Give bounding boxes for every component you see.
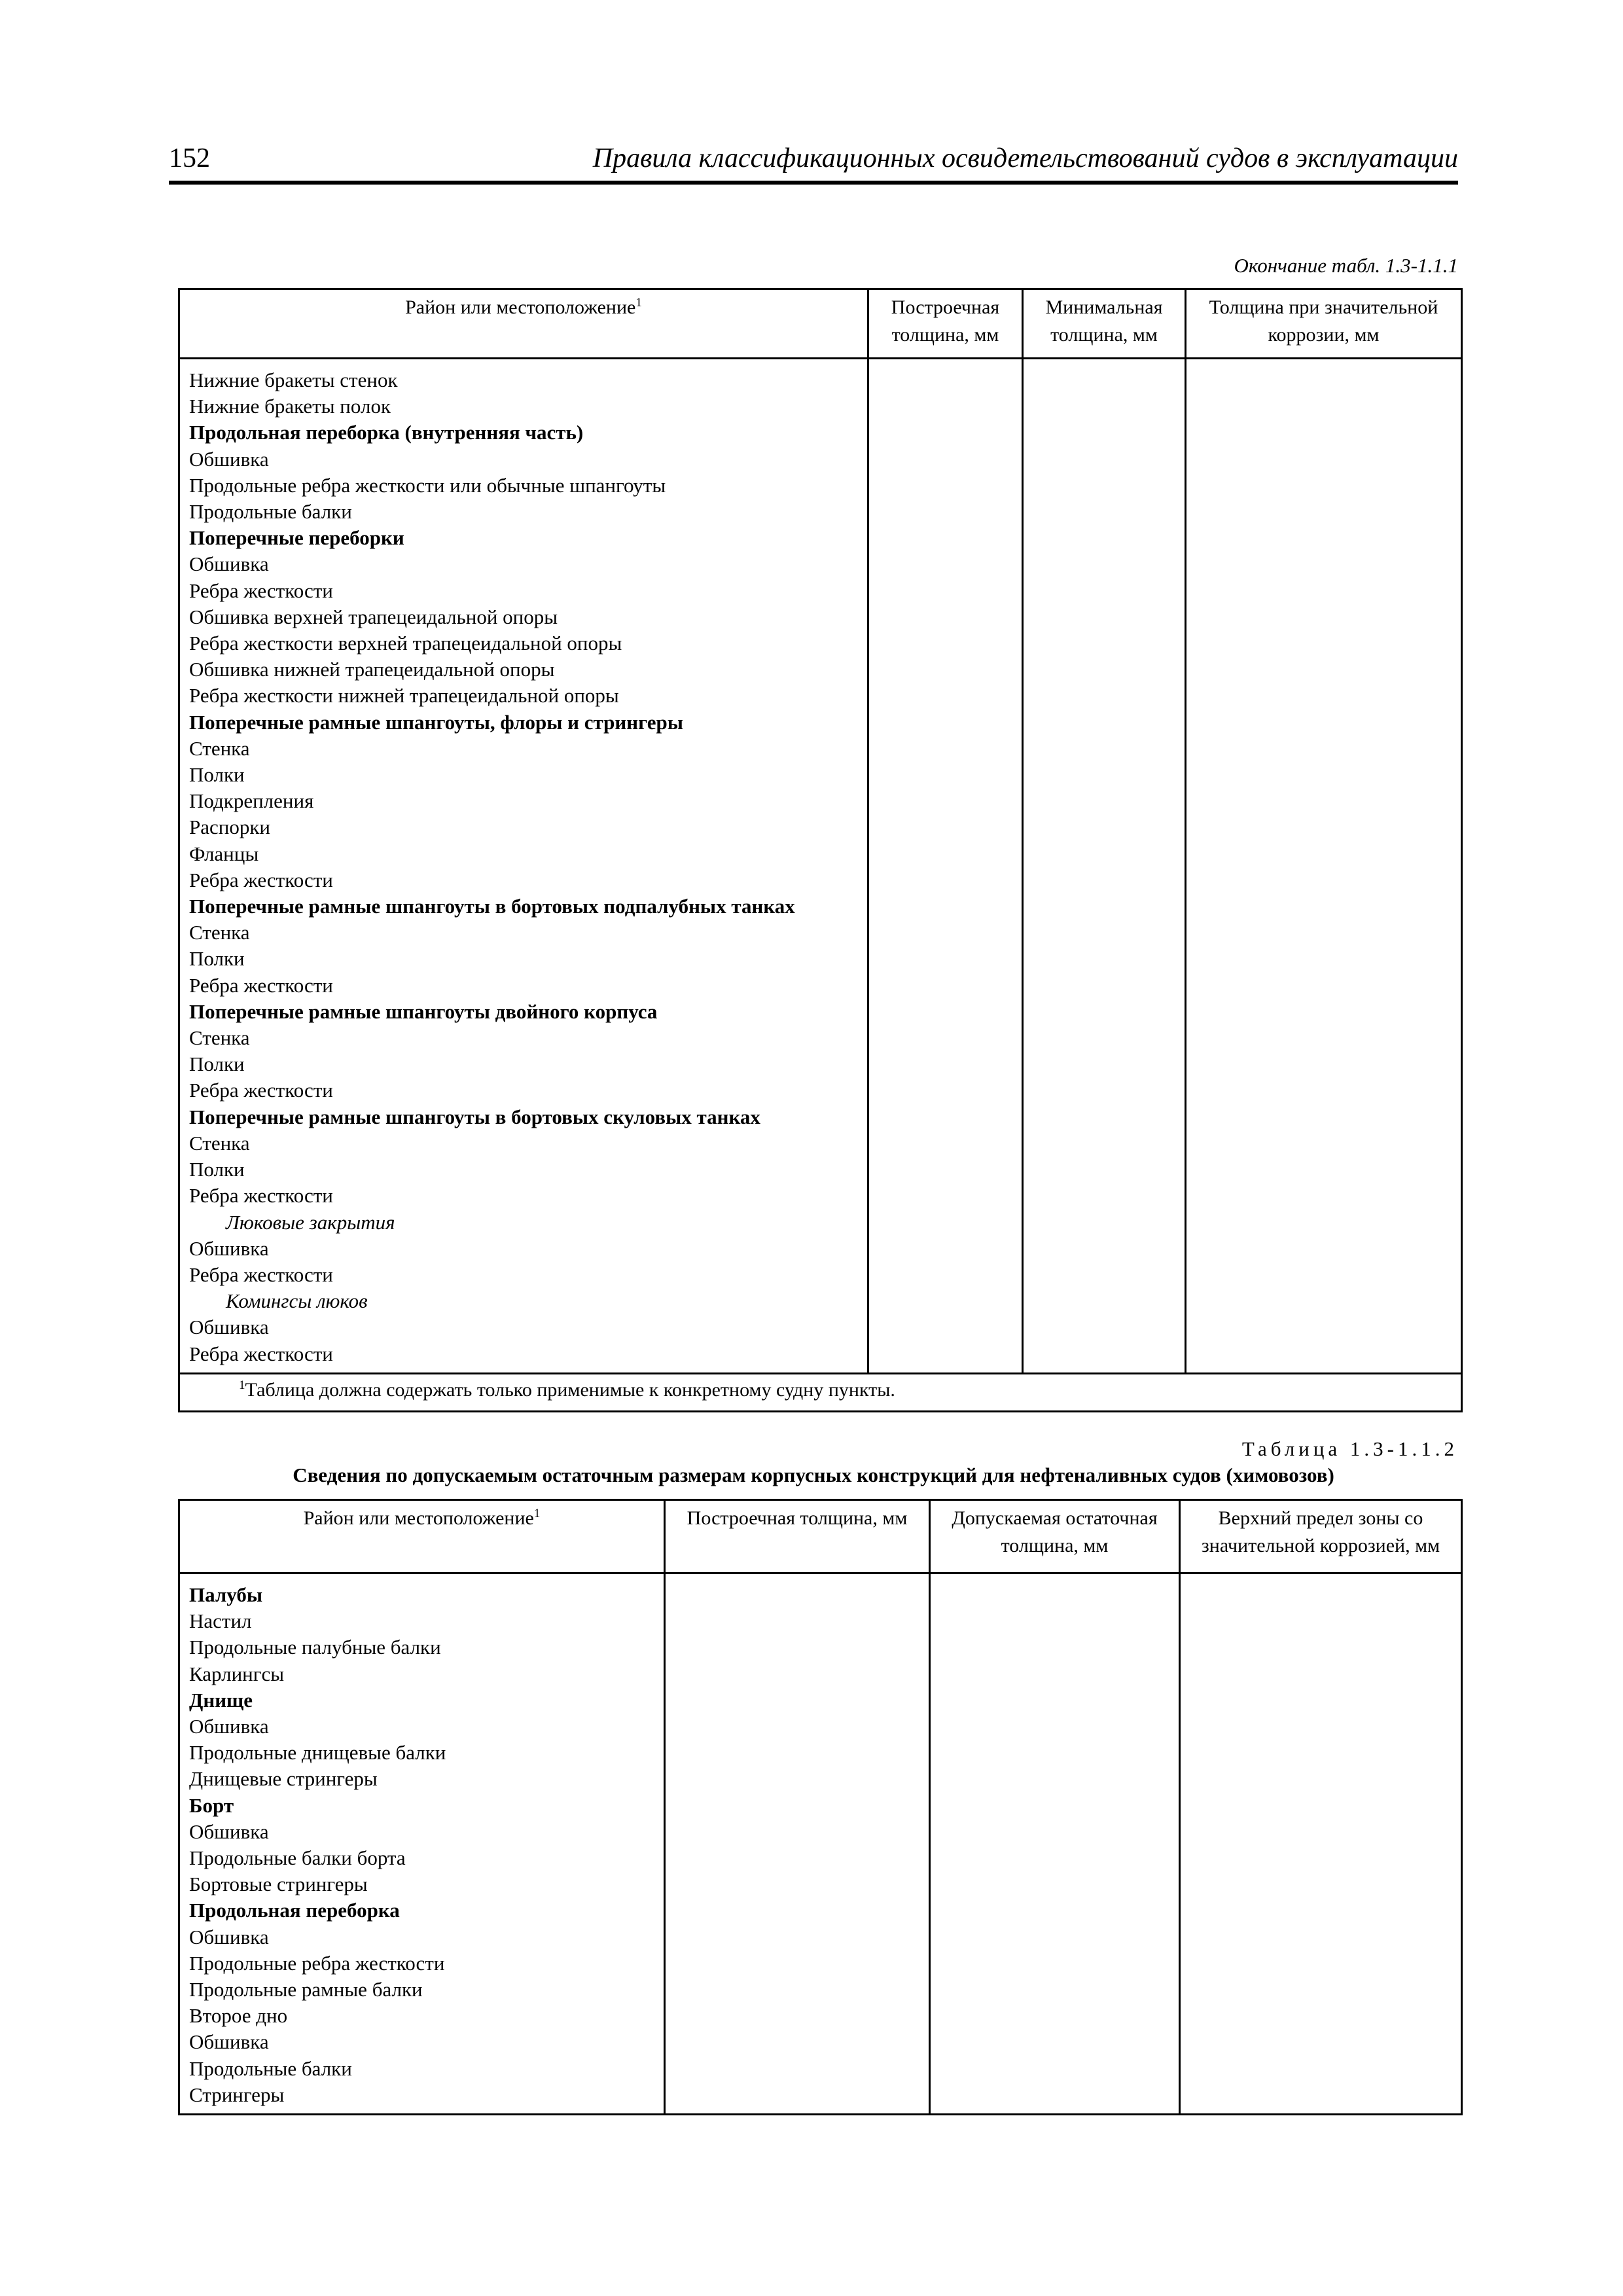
column-header-allowable-residual-thickness: Допускаемая остаточная толщина, мм bbox=[930, 1500, 1180, 1573]
substantial-corrosion-limit-cell bbox=[1180, 1573, 1462, 2115]
list-item: Обшивка bbox=[189, 1236, 269, 1260]
list-item: Поперечные переборки bbox=[189, 526, 404, 550]
list-item: Днище bbox=[189, 1688, 253, 1712]
as-built-thickness-cell bbox=[665, 1573, 930, 2115]
list-item: Ребра жесткости верхней трапецеидальной опоры bbox=[189, 632, 622, 655]
list-item: Ребра жесткости нижней трапецеидальной опоры bbox=[189, 684, 619, 708]
list-item: Обшивка bbox=[189, 1820, 269, 1843]
list-item: Обшивка bbox=[189, 552, 269, 576]
list-item: Стенка bbox=[189, 921, 250, 944]
column-header-minimum-thickness: Минимальная толщина, мм bbox=[1023, 289, 1186, 359]
column-header-substantial-corrosion-upper-limit: Верхний предел зоны со значительной коррозией, мм bbox=[1180, 1500, 1462, 1573]
list-item: Ребра жесткости bbox=[189, 1263, 333, 1286]
table2-title: Сведения по допускаемым остаточным размерам корпусных конструкций для нефтеналивных судов (химовозов) bbox=[293, 1463, 1334, 1486]
list-item: Стрингеры bbox=[189, 2083, 285, 2106]
list-item: Продольные днищевые балки bbox=[189, 1741, 446, 1765]
page-header bbox=[169, 140, 1458, 185]
list-item: Стенка bbox=[189, 1131, 250, 1155]
list-item: Обшивка bbox=[189, 2030, 269, 2054]
list-item: Продольная переборка bbox=[189, 1899, 400, 1922]
list-item: Продольные палубные балки bbox=[189, 1636, 441, 1659]
list-item: Поперечные рамные шпангоуты в бортовых скуловых танках bbox=[189, 1105, 760, 1128]
list-item: Ребра жесткости bbox=[189, 1184, 333, 1208]
column-header-substantial-corrosion-thickness: Толщина при значительной коррозии, мм bbox=[1186, 289, 1462, 359]
list-item: Продольные ребра жесткости или обычные шпангоуты bbox=[189, 473, 666, 497]
list-item: Полки bbox=[189, 1158, 245, 1181]
list-item: Продольные балки борта bbox=[189, 1846, 406, 1870]
list-item: Палубы bbox=[189, 1583, 263, 1606]
list-item: Ребра жесткости bbox=[189, 868, 333, 891]
list-item: Фланцы bbox=[189, 842, 259, 865]
list-item: Ребра жесткости bbox=[189, 579, 333, 602]
list-item: Продольные рамные балки bbox=[189, 1978, 423, 2001]
footnote-marker: 1 bbox=[239, 1378, 245, 1392]
list-item: Обшивка нижней трапецеидальной опоры bbox=[189, 658, 555, 681]
footnote-marker: 1 bbox=[533, 1507, 541, 1520]
column-header-location: Район или местоположение$^1$ bbox=[179, 1500, 665, 1573]
table2-label: Таблица 1.3-1.1.2 bbox=[1241, 1437, 1458, 1460]
footnote-text: Таблица должна содержать только применимые к конкретному судну пункты. bbox=[245, 1378, 895, 1401]
minimum-thickness-cell bbox=[1023, 359, 1186, 1374]
list-item: Поперечные рамные шпангоуты в бортовых подпалубных танках bbox=[189, 895, 795, 918]
list-item: Ребра жесткости bbox=[189, 1342, 333, 1365]
list-item: Обшивка bbox=[189, 1316, 269, 1339]
list-item: Подкрепления bbox=[189, 789, 314, 813]
list-item: Нижние бракеты полок bbox=[189, 395, 391, 418]
list-item: Полки bbox=[189, 763, 245, 787]
footnote-marker: 1 bbox=[635, 296, 642, 310]
list-item: Полки bbox=[189, 1052, 245, 1076]
list-item: Продольные ребра жесткости bbox=[189, 1951, 445, 1975]
list-item: Днищевые стрингеры bbox=[189, 1767, 378, 1791]
list-item: Бортовые стрингеры bbox=[189, 1873, 368, 1896]
thickness-table-2 bbox=[178, 1499, 1463, 2115]
list-item: Стенка bbox=[189, 1026, 250, 1050]
list-item: Настил bbox=[189, 1609, 252, 1633]
table1-caption: Окончание табл. 1.3-1.1.1 bbox=[1234, 254, 1458, 277]
location-column bbox=[179, 359, 868, 1374]
list-item: Стенка bbox=[189, 736, 250, 760]
list-item: Обшивка bbox=[189, 447, 269, 471]
running-title: Правила классификационных освидетельствований судов в эксплуатации bbox=[592, 143, 1458, 173]
list-item: Обшивка верхней трапецеидальной опоры bbox=[189, 605, 558, 628]
table-footnote bbox=[179, 1373, 1462, 1411]
list-item: Второе дно bbox=[189, 2004, 288, 2028]
list-item: Карлингсы bbox=[189, 1662, 285, 1685]
list-item: Поперечные рамные шпангоуты, флоры и стрингеры bbox=[189, 710, 683, 734]
location-column bbox=[179, 1573, 665, 2115]
list-item: Полки bbox=[189, 947, 245, 971]
list-item: Продольные балки bbox=[189, 2056, 352, 2080]
list-item: Ребра жесткости bbox=[189, 1079, 333, 1102]
list-item: Поперечные рамные шпангоуты двойного корпуса bbox=[189, 999, 658, 1023]
list-item: Борт bbox=[189, 1793, 234, 1817]
list-item: Продольная переборка (внутренняя часть) bbox=[189, 421, 584, 444]
list-item: Обшивка bbox=[189, 1925, 269, 1948]
substantial-corrosion-cell bbox=[1186, 359, 1462, 1374]
list-item: Ребра жесткости bbox=[189, 973, 333, 997]
as-built-thickness-cell bbox=[868, 359, 1023, 1374]
thickness-table-1 bbox=[178, 288, 1463, 1412]
list-item: Распорки bbox=[189, 816, 270, 839]
page-number: 152 bbox=[169, 143, 210, 173]
column-header-as-built-thickness: Построечная толщина, мм bbox=[868, 289, 1023, 359]
list-item: Обшивка bbox=[189, 1715, 269, 1738]
column-header-location: Район или местоположение$^1$ bbox=[179, 289, 868, 359]
list-item: Продольные балки bbox=[189, 500, 352, 524]
list-item: Комингсы люков bbox=[226, 1289, 368, 1313]
list-item: Люковые закрытия bbox=[226, 1210, 395, 1234]
list-item: Нижние бракеты стенок bbox=[189, 368, 398, 391]
allowable-residual-thickness-cell bbox=[930, 1573, 1180, 2115]
column-header-as-built-thickness: Построечная толщина, мм bbox=[665, 1500, 930, 1573]
